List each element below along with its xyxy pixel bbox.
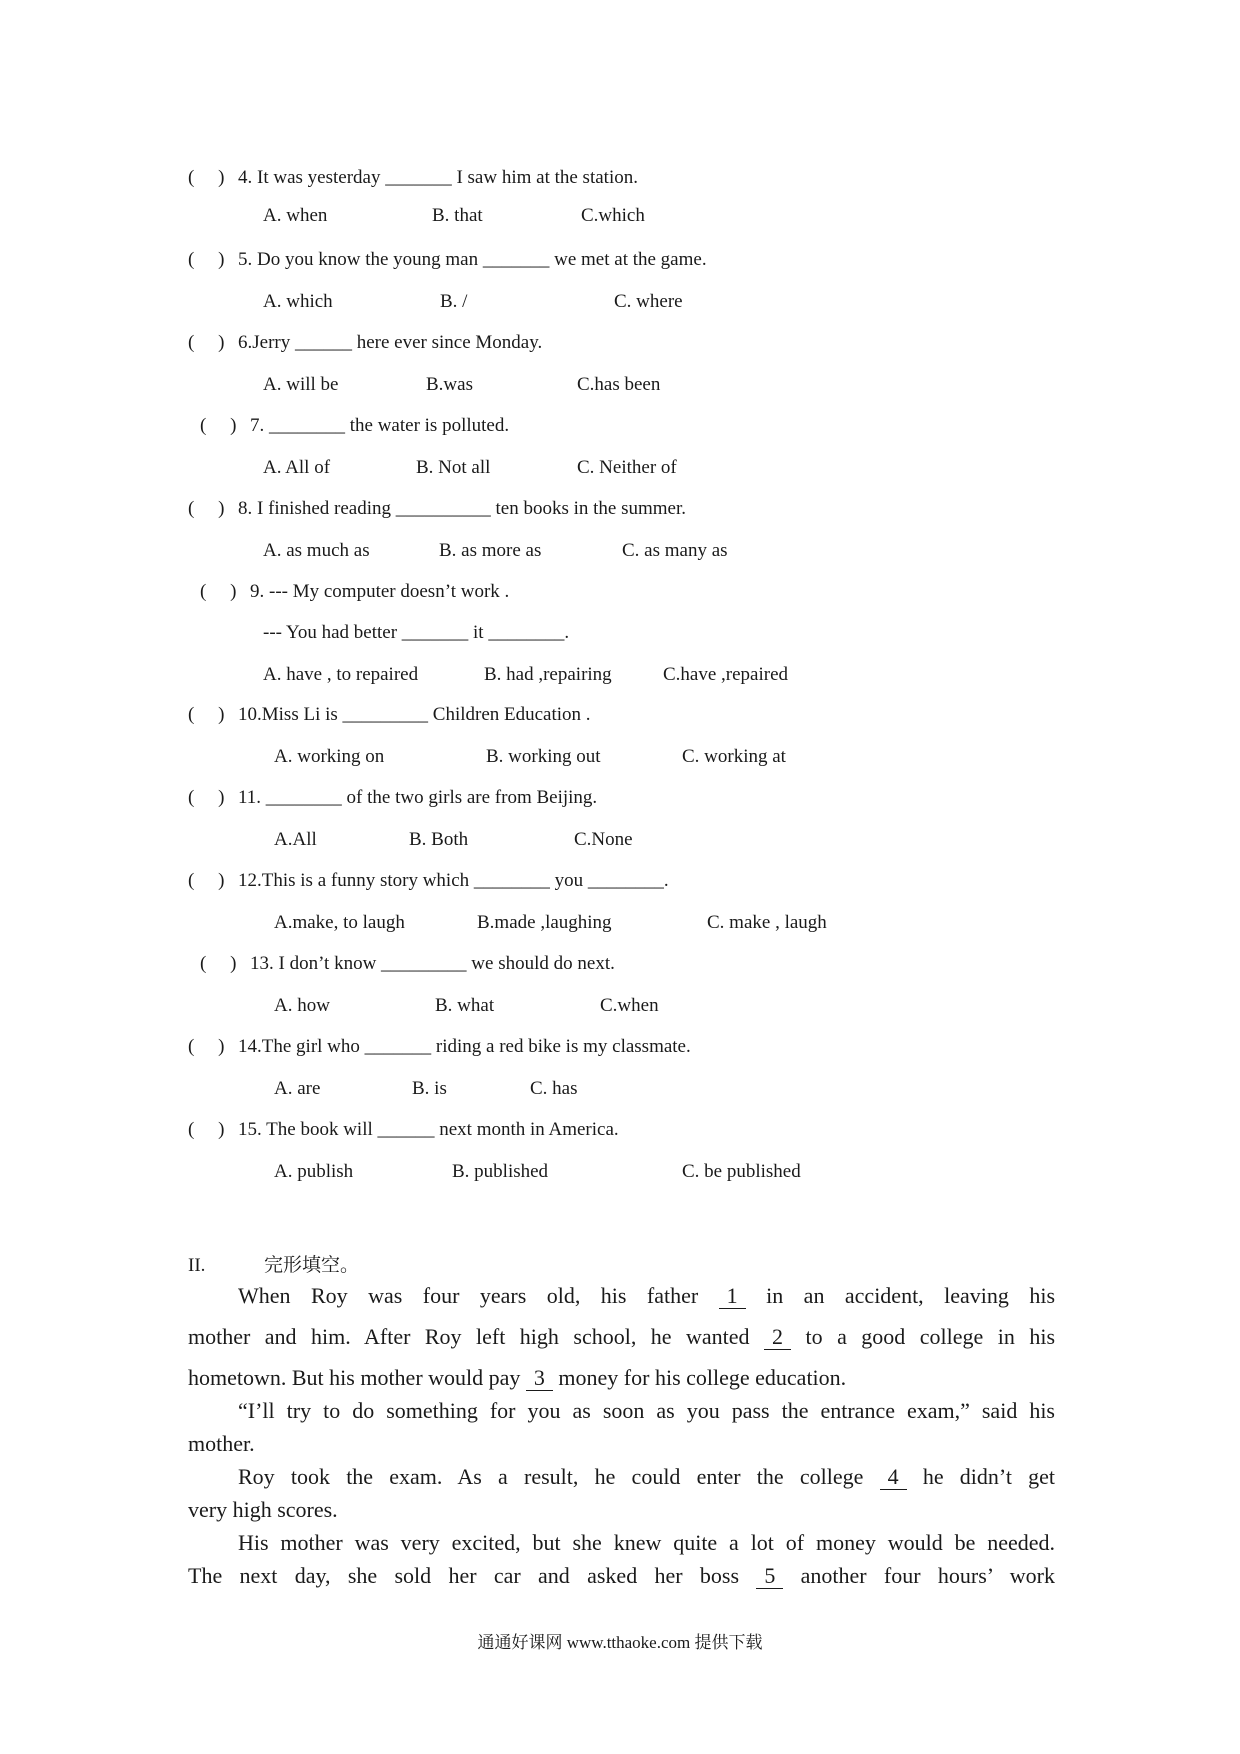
question-7 xyxy=(200,414,509,438)
cloze-blank[interactable]: 4 xyxy=(880,1465,907,1490)
question-6-options xyxy=(263,373,963,397)
question-text: 5. Do you know the young man _______ we met at the game. xyxy=(238,249,707,270)
answer-paren[interactable]: ( ) xyxy=(188,787,225,808)
answer-paren[interactable]: ( ) xyxy=(200,581,237,602)
option-c: C. as many as xyxy=(622,540,728,561)
cloze-blank[interactable]: 3 xyxy=(526,1366,553,1391)
passage-line: “I’ll try to do something for you as soon as you pass the entrance exam,” said his xyxy=(238,1398,1055,1423)
option-a: A. have , to repaired xyxy=(263,664,419,685)
question-11 xyxy=(188,786,597,810)
question-12-options xyxy=(274,911,974,935)
passage-line: The next day, she sold her car and asked her boss 5 another four hours’ work xyxy=(188,1563,1055,1588)
option-b: B. is xyxy=(412,1078,447,1099)
passage-line: His mother was very excited, but she knew quite a lot of money would be needed. xyxy=(238,1530,1055,1555)
answer-paren[interactable]: ( ) xyxy=(188,249,225,270)
passage-line: hometown. But his mother would pay 3 money for his college education. xyxy=(188,1365,847,1390)
question-4 xyxy=(188,166,638,190)
cloze-blank[interactable]: 1 xyxy=(719,1284,746,1309)
passage-line: very high scores. xyxy=(188,1497,338,1522)
section-title: 完形填空。 xyxy=(264,1255,360,1276)
option-c: C. where xyxy=(614,291,683,312)
option-b: B.made ,laughing xyxy=(477,912,612,933)
cloze-blank[interactable]: 2 xyxy=(764,1325,791,1350)
option-b: B. / xyxy=(440,291,468,312)
option-b: B. as more as xyxy=(439,540,542,561)
question-text: 11. ________ of the two girls are from Beijing. xyxy=(238,787,598,808)
option-c: C.has been xyxy=(577,374,661,395)
question-text: 10.Miss Li is _________ Children Education . xyxy=(238,704,591,725)
option-c: C. working at xyxy=(682,746,786,767)
option-b: B. Both xyxy=(409,829,469,850)
question-8 xyxy=(188,497,686,521)
section-heading xyxy=(188,1254,359,1278)
question-text: 14.The girl who _______ riding a red bike is my classmate. xyxy=(238,1036,691,1057)
question-14-options xyxy=(274,1077,974,1101)
option-a: A. as much as xyxy=(263,540,370,561)
option-c: C. make , laugh xyxy=(707,912,827,933)
option-c: C.have ,repaired xyxy=(663,664,789,685)
question-6 xyxy=(188,331,542,355)
question-14 xyxy=(188,1035,691,1059)
question-text: 9. --- My computer doesn’t work . xyxy=(250,581,510,602)
question-8-options xyxy=(263,539,963,563)
question-9 xyxy=(200,580,509,604)
answer-paren[interactable]: ( ) xyxy=(188,167,225,188)
answer-paren[interactable]: ( ) xyxy=(188,498,225,519)
option-a: A.All xyxy=(274,829,317,850)
question-text: 7. ________ the water is polluted. xyxy=(250,415,510,436)
answer-paren[interactable]: ( ) xyxy=(188,332,225,353)
cloze-blank[interactable]: 5 xyxy=(756,1564,783,1589)
option-c: C. be published xyxy=(682,1161,801,1182)
option-a: A. when xyxy=(263,205,328,226)
option-a: A. how xyxy=(274,995,330,1016)
question-text: 8. I finished reading __________ ten books in the summer. xyxy=(238,498,687,519)
question-text: 4. It was yesterday _______ I saw him at the station. xyxy=(238,167,638,188)
question-text: 15. The book will ______ next month in America. xyxy=(238,1119,619,1140)
option-c: C. has xyxy=(530,1078,578,1099)
option-a: A. are xyxy=(274,1078,321,1099)
answer-paren[interactable]: ( ) xyxy=(188,870,225,891)
question-9-options xyxy=(263,663,963,687)
section-number: II. xyxy=(188,1255,206,1276)
passage-line: mother and him. After Roy left high school, he wanted 2 to a good college in his xyxy=(188,1324,1055,1349)
question-13 xyxy=(200,952,615,976)
question-4-options xyxy=(263,204,963,228)
option-c: C.which xyxy=(581,205,645,226)
page-footer: 通通好课网 www.tthaoke.com 提供下载 xyxy=(477,1633,763,1652)
answer-paren[interactable]: ( ) xyxy=(188,1036,225,1057)
passage-line: Roy took the exam. As a result, he could enter the college 4 he didn’t get xyxy=(238,1464,1056,1489)
question-9-reply: --- You had better _______ it ________. xyxy=(263,622,570,643)
passage-line: When Roy was four years old, his father 1 in an accident, leaving his xyxy=(238,1283,1056,1308)
option-b: B. working out xyxy=(486,746,601,767)
question-text: 12.This is a funny story which ________ you ________. xyxy=(238,870,669,891)
question-15 xyxy=(188,1118,619,1142)
option-b: B.was xyxy=(426,374,473,395)
question-15-options xyxy=(274,1160,974,1184)
question-13-options xyxy=(274,994,974,1018)
question-10-options xyxy=(274,745,974,769)
answer-paren[interactable]: ( ) xyxy=(200,415,237,436)
option-a: A. which xyxy=(263,291,333,312)
answer-paren[interactable]: ( ) xyxy=(200,953,237,974)
question-text: 13. I don’t know _________ we should do next. xyxy=(250,953,615,974)
option-b: B. that xyxy=(432,205,483,226)
option-b: B. what xyxy=(435,995,495,1016)
passage-line: mother. xyxy=(188,1431,255,1456)
option-c: C. Neither of xyxy=(577,457,677,478)
option-c: C.when xyxy=(600,995,659,1016)
option-b: B. published xyxy=(452,1161,549,1182)
option-a: A. working on xyxy=(274,746,385,767)
option-b: B. Not all xyxy=(416,457,491,478)
answer-paren[interactable]: ( ) xyxy=(188,1119,225,1140)
option-b: B. had ,repairing xyxy=(484,664,612,685)
question-7-options xyxy=(263,456,963,480)
question-text: 6.Jerry ______ here ever since Monday. xyxy=(238,332,543,353)
question-5 xyxy=(188,248,707,272)
question-10 xyxy=(188,703,591,727)
question-11-options xyxy=(274,828,974,852)
option-a: A. will be xyxy=(263,374,339,395)
option-c: C.None xyxy=(574,829,633,850)
option-a: A. All of xyxy=(263,457,331,478)
answer-paren[interactable]: ( ) xyxy=(188,704,225,725)
question-12 xyxy=(188,869,669,893)
option-a: A.make, to laugh xyxy=(274,912,405,933)
option-a: A. publish xyxy=(274,1161,354,1182)
question-5-options xyxy=(263,290,963,314)
